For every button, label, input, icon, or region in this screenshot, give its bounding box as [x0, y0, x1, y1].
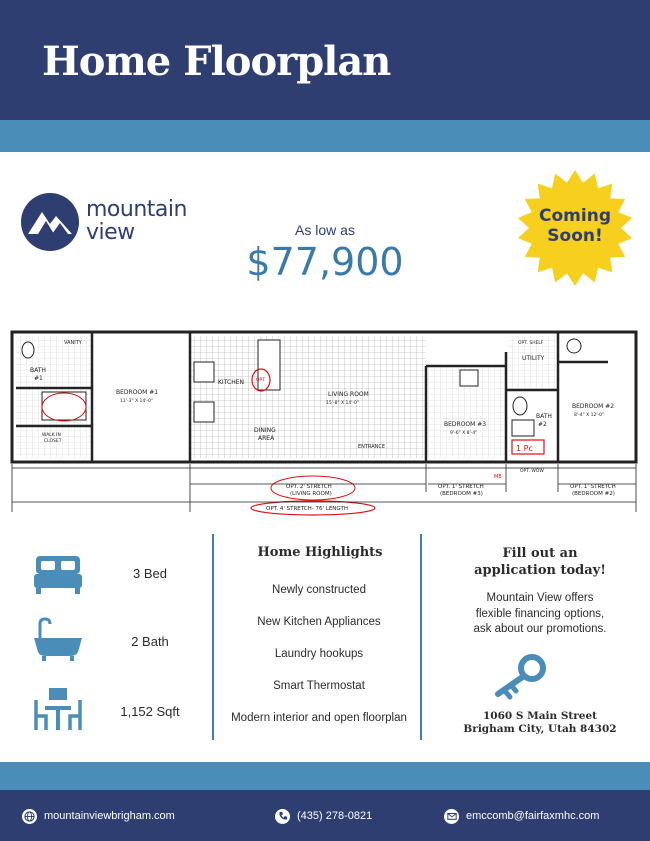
dim-stretch-living: OPT. 2' STRETCH: [286, 484, 332, 490]
footer-phone[interactable]: [275, 808, 372, 824]
mountain-view-logo-icon: [20, 192, 80, 252]
handwritten-mark: MB: [494, 474, 502, 480]
website-text: mountainviewbrigham.com: [44, 810, 175, 822]
top-stripe: [0, 120, 650, 152]
header-banner: [0, 0, 650, 120]
apply-title: [440, 545, 640, 579]
label-walkin: WALK IN: [42, 433, 61, 438]
dim-stretch-bed3: OPT. 1' STRETCH: [438, 484, 484, 490]
coming-soon-badge: [515, 206, 635, 246]
highlight-item: New Kitchen Appliances: [257, 616, 381, 628]
label-bath1-num: #1: [34, 375, 43, 382]
label-closet: CLOSET: [44, 439, 62, 444]
dining-table-icon: [32, 686, 84, 732]
badge-line-2: Soon!: [547, 226, 603, 246]
living-area-floor: [190, 336, 426, 458]
label-bath1: BATH: [30, 367, 46, 374]
label-bedroom1: BEDROOM #1: [116, 389, 159, 396]
label-opt-shelf: OPT. SHELF: [518, 341, 544, 346]
highlights-title: Home Highlights: [257, 545, 383, 560]
dim-total-length: OPT. 4' STRETCH- 76' LENGTH: [266, 506, 348, 512]
footer-website[interactable]: [22, 808, 175, 824]
floorplan-drawing: [8, 322, 642, 518]
highlight-item: Modern interior and open floorplan: [231, 712, 407, 724]
phone-icon: [275, 809, 290, 824]
label-bath2-num: #2: [538, 421, 547, 428]
label-vanity: VANITY: [64, 340, 82, 346]
price-value: $77,900: [246, 240, 404, 284]
bed-count: 3 Bed: [133, 566, 167, 581]
label-living: LIVING ROOM: [328, 391, 369, 398]
label-opt-wow: OPT. WOW: [520, 469, 544, 474]
phone-text: (435) 278-0821: [297, 810, 373, 822]
badge-line-1: Coming: [539, 206, 611, 226]
globe-icon: [22, 809, 37, 824]
label-bedroom1-dim: 11'-3" X 14'-0": [120, 399, 153, 404]
handwritten-note: 1 Pc: [516, 444, 533, 453]
label-bedroom2: BEDROOM #2: [572, 403, 615, 410]
label-living-dim: 15'-8" X 14'-0": [326, 401, 359, 406]
label-entrance: ENTRANCE: [358, 444, 386, 450]
label-utility: UTILITY: [522, 355, 545, 362]
price-prefix: As low as: [295, 222, 355, 238]
label-kitchen: KITCHEN: [218, 379, 244, 386]
dim-stretch-bed2: OPT. 1' STRETCH: [570, 484, 616, 490]
address-line-1: 1060 S Main Street: [483, 710, 597, 722]
label-bedroom3: BEDROOM #3: [444, 421, 487, 428]
dim-stretch-bed2-sub: (BEDROOM #2): [572, 491, 615, 497]
bed-icon: [32, 550, 84, 596]
apply-body-line-1: Mountain View offers: [486, 592, 594, 604]
column-divider-left: [212, 534, 214, 740]
label-area: AREA: [258, 435, 275, 442]
column-divider-right: [420, 534, 422, 740]
brand-name: [86, 198, 187, 244]
highlight-item: Laundry hookups: [274, 648, 364, 660]
email-text: emccomb@fairfaxmhc.com: [466, 810, 600, 822]
highlight-item: Newly constructed: [272, 584, 366, 596]
label-bath2: BATH: [536, 413, 552, 420]
page-title: Home Floorplan: [42, 38, 391, 85]
bathtub-icon: [32, 616, 84, 662]
brand-line-2: view: [86, 220, 135, 245]
dim-stretch-living-sub: (LIVING ROOM): [290, 491, 332, 497]
label-opt: OPT: [256, 378, 266, 383]
address: [440, 710, 640, 736]
address-line-2: Brigham City, Utah 84302: [463, 723, 617, 735]
key-icon: [490, 652, 550, 700]
highlight-item: Smart Thermostat: [273, 680, 365, 692]
dim-stretch-bed3-sub: (BEDROOM #3): [440, 491, 483, 497]
apply-body-line-2: flexible financing options,: [475, 607, 605, 620]
apply-body: [440, 591, 640, 638]
footer: [0, 790, 650, 841]
label-bedroom3-dim: 9'-6" X 8'-4": [450, 431, 478, 436]
apply-title-line-1: Fill out an: [502, 546, 578, 561]
bottom-stripe: [0, 762, 650, 790]
label-bedroom2-dim: 8'-4" X 12'-0": [574, 413, 605, 418]
apply-body-line-3: ask about our promotions.: [473, 623, 607, 635]
sqft: 1,152 Sqft: [120, 704, 180, 719]
apply-title-line-2: application today!: [474, 563, 606, 578]
footer-email[interactable]: [444, 808, 599, 824]
email-icon: [444, 809, 459, 824]
bath-count: 2 Bath: [131, 634, 169, 649]
brand-line-1: mountain: [86, 197, 187, 222]
label-dining: DINING: [254, 427, 276, 434]
